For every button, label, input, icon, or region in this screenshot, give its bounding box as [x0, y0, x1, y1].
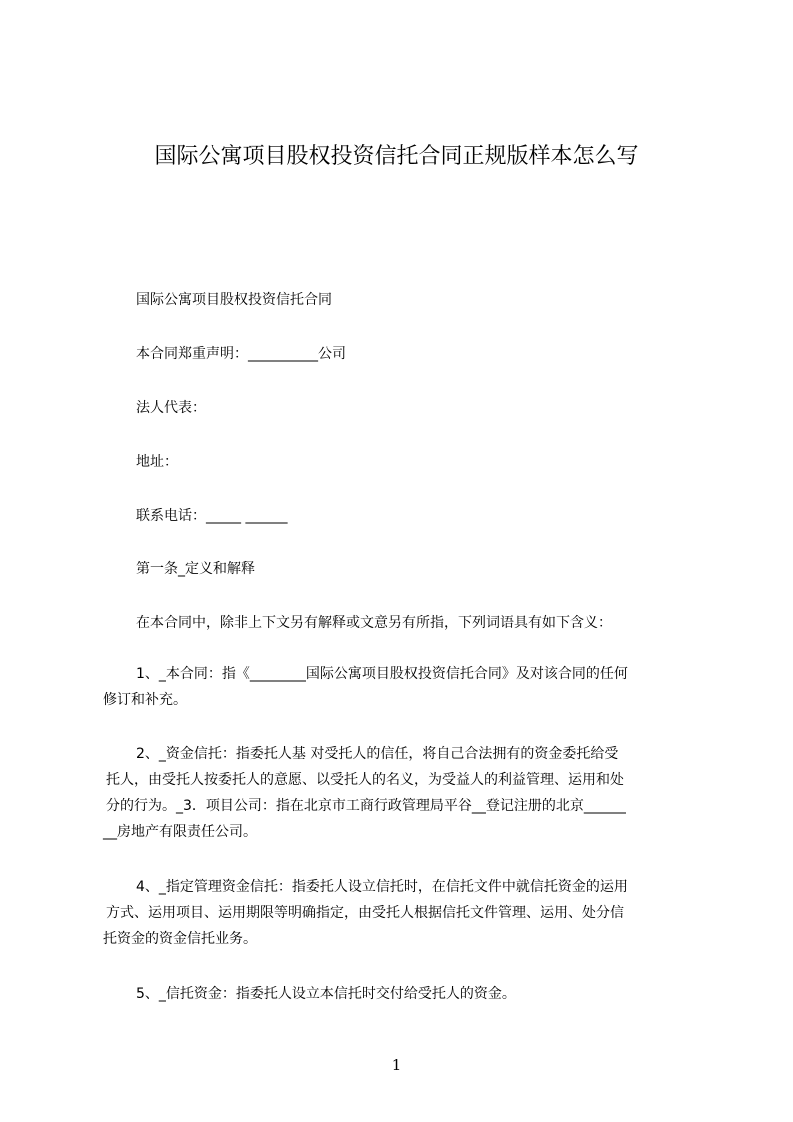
clause-2-line-2: 托人，由受托人按委托人的意愿、以受托人的名义，为受益人的利益管理、运用和处 — [106, 772, 624, 788]
document-title: 国际公寓项目股权投资信托合同正规版样本怎么写 — [154, 144, 639, 169]
declaration-line: 本合同郑重声明：__________公司 — [136, 346, 346, 362]
clause-5 — [103, 981, 703, 1007]
page-number: 1 — [391, 1056, 402, 1074]
clause-4 — [103, 874, 703, 952]
contract-name: 国际公寓项目股权投资信托合同 — [136, 292, 332, 308]
clause-1 — [103, 661, 703, 713]
clause-1-line-1: 1、_本合同：指《________国际公寓项目股权投资信托合同》及对该合同的任何 — [136, 666, 628, 682]
clause-2-line-3: 分的行为。_3．项目公司：指在北京市工商行政管理局平谷__登记注册的北京______ — [106, 798, 626, 814]
clause-4-line-2: 方式、运用项目、运用期限等明确指定，由受托人根据信托文件管理、运用、处分信 — [106, 905, 624, 921]
legal-representative-line: 法人代表： — [136, 400, 206, 416]
article-heading: 第一条_定义和解释 — [136, 561, 255, 577]
clause-2-line-1: 2、_资金信托：指委托人基 对受托人的信任，将自己合法拥有的资金委托给受 — [136, 746, 619, 762]
address-line: 地址： — [136, 454, 178, 470]
clause-2-3 — [103, 741, 703, 845]
clause-5-line-1: 5、_信托资金：指委托人设立本信托时交付给受托人的资金。 — [136, 986, 516, 1002]
clause-1-line-2: 修订和补充。 — [103, 692, 187, 708]
clause-4-line-3: 托资金的资金信托业务。 — [103, 931, 257, 947]
clause-3-line-4: __房地产有限责任公司。 — [103, 824, 257, 840]
clause-4-line-1: 4、_指定管理资金信托：指委托人设立信托时，在信托文件中就信托资金的运用 — [136, 879, 628, 895]
definitions-intro: 在本合同中，除非上下文另有解释或文意另有所指，下列词语具有如下含义： — [136, 615, 612, 631]
phone-line: 联系电话：_____ ______ — [136, 508, 288, 524]
